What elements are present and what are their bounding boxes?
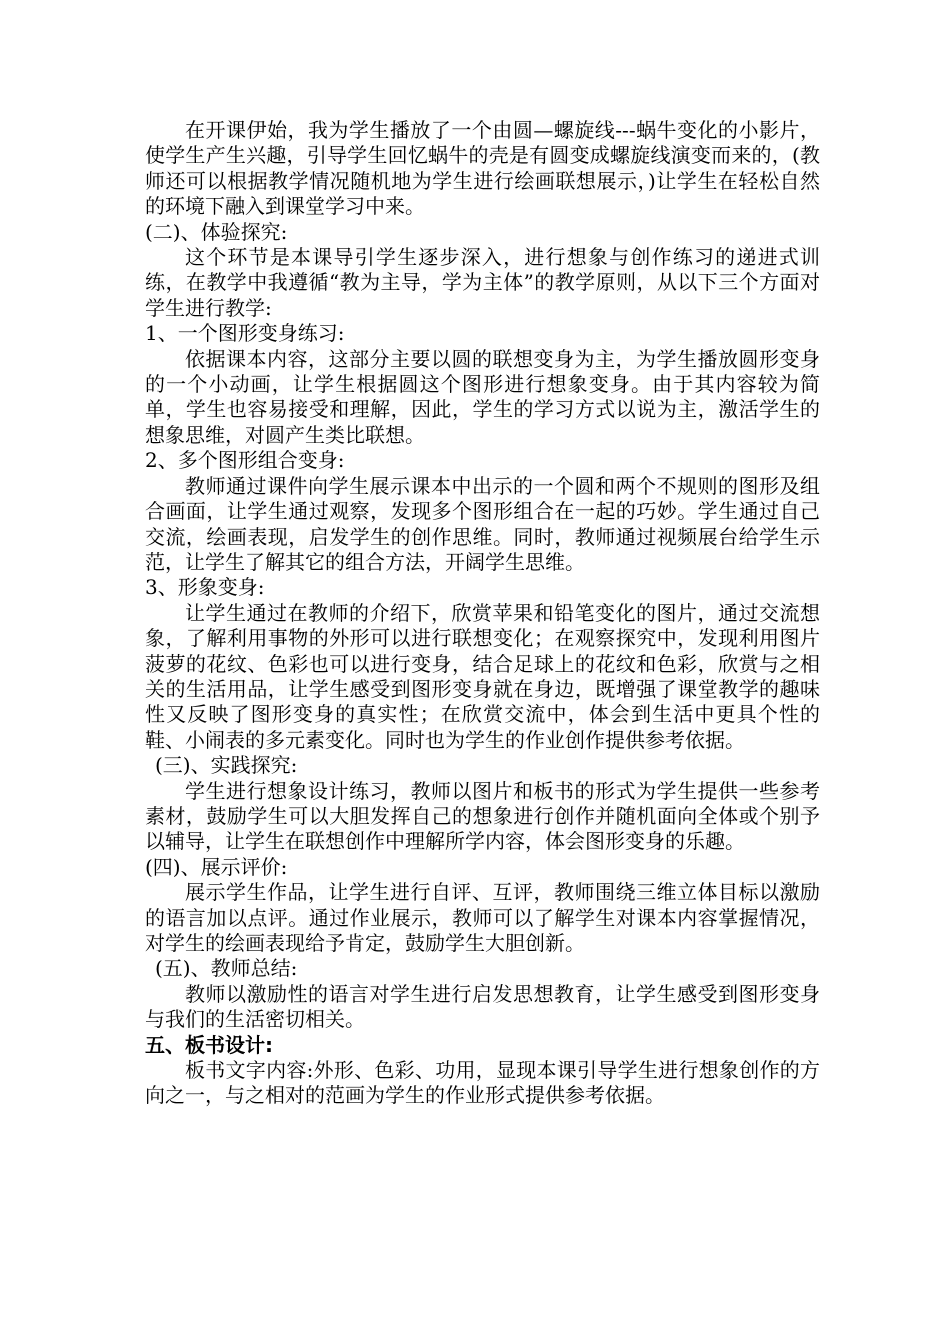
board-design-paragraph: 板书文字内容:外形、色彩、功用，显现本课引导学生进行想象创作的方向之一，与之相对的范画为学生的作业形式提供参考依据。 [145, 1058, 820, 1108]
image-transform-paragraph: 让学生通过在教师的介绍下，欣赏苹果和铅笔变化的图片，通过交流想象，了解利用事物的外形可以进行联想变化；在观察探究中，发现利用图片菠萝的花纹、色彩也可以进行变身，结合足球上的花纹和色彩，欣赏与之相关的生活用品，让学生感受到图形变身就在身边，既增强了课堂教学的趣味性又反映了图形变身的真实性；在欣赏交流中，体会到生活中更具个性的鞋、小闹表的多元素变化。同时也为学生的作业创作提供参考依据。 [145, 600, 820, 752]
document-page [145, 118, 820, 1109]
section-heading-experience: (二)、体验探究: [145, 219, 288, 244]
multi-shape-paragraph: 教师通过课件向学生展示课本中出示的一个圆和两个不规则的图形及组合画面，让学生通过观察，发现多个图形组合在一起的巧妙。学生通过自己交流，绘画表现，启发学生的创作思维。同时，教师通过视频展台给学生示范，让学生了解其它的组合方法，开阔学生思维。 [145, 473, 820, 574]
section-heading-summary: (五)、教师总结: [155, 956, 298, 981]
section-heading-showcase: (四)、展示评价: [145, 854, 288, 879]
intro-paragraph: 在开课伊始，我为学生播放了一个由圆—螺旋线---蜗牛变化的小影片，使学生产生兴趣，引导学生回忆蜗牛的壳是有圆变成螺旋线演变而来的，(教师还可以根据教学情况随机地为学生进行绘画联想展示，)让学生在轻松自然的环境下融入到课堂学习中来。 [145, 118, 820, 219]
summary-paragraph: 教师以激励性的语言对学生进行启发思想教育，让学生感受到图形变身与我们的生活密切相关。 [145, 981, 820, 1032]
experience-paragraph: 这个环节是本课导引学生逐步深入，进行想象与创作练习的递进式训练，在教学中我遵循“教为主导，学为主体”的教学原则，从以下三个方面对学生进行教学: [145, 245, 820, 320]
one-shape-paragraph: 依据课本内容，这部分主要以圆的联想变身为主，为学生播放圆形变身的一个小动画，让学生根据圆这个图形进行想象变身。由于其内容较为简单，学生也容易接受和理解，因此，学生的学习方式以说为主，激活学生的想象思维，对圆产生类比联想。 [145, 346, 820, 447]
practice-paragraph: 学生进行想象设计练习，教师以图片和板书的形式为学生提供一些参考素材，鼓励学生可以大胆发挥自己的想象进行创作并随机面向全体或个别予以辅导，让学生在联想创作中理解所学内容，体会图形变身的乐趣。 [145, 778, 820, 854]
subheading-image-transform: 3、形象变身: [145, 575, 265, 600]
section-heading-board-design: 五、板书设计: [145, 1032, 273, 1057]
section-heading-practice: (三)、实践探究: [155, 753, 298, 778]
subheading-multi-shape: 2、多个图形组合变身: [145, 448, 345, 473]
showcase-paragraph: 展示学生作品，让学生进行自评、互评，教师围绕三维立体目标以激励的语言加以点评。通过作业展示，教师可以了解学生对课本内容掌握情况，对学生的绘画表现给予肯定，鼓励学生大胆创新。 [145, 880, 820, 955]
subheading-one-shape: 1、一个图形变身练习: [145, 321, 345, 346]
